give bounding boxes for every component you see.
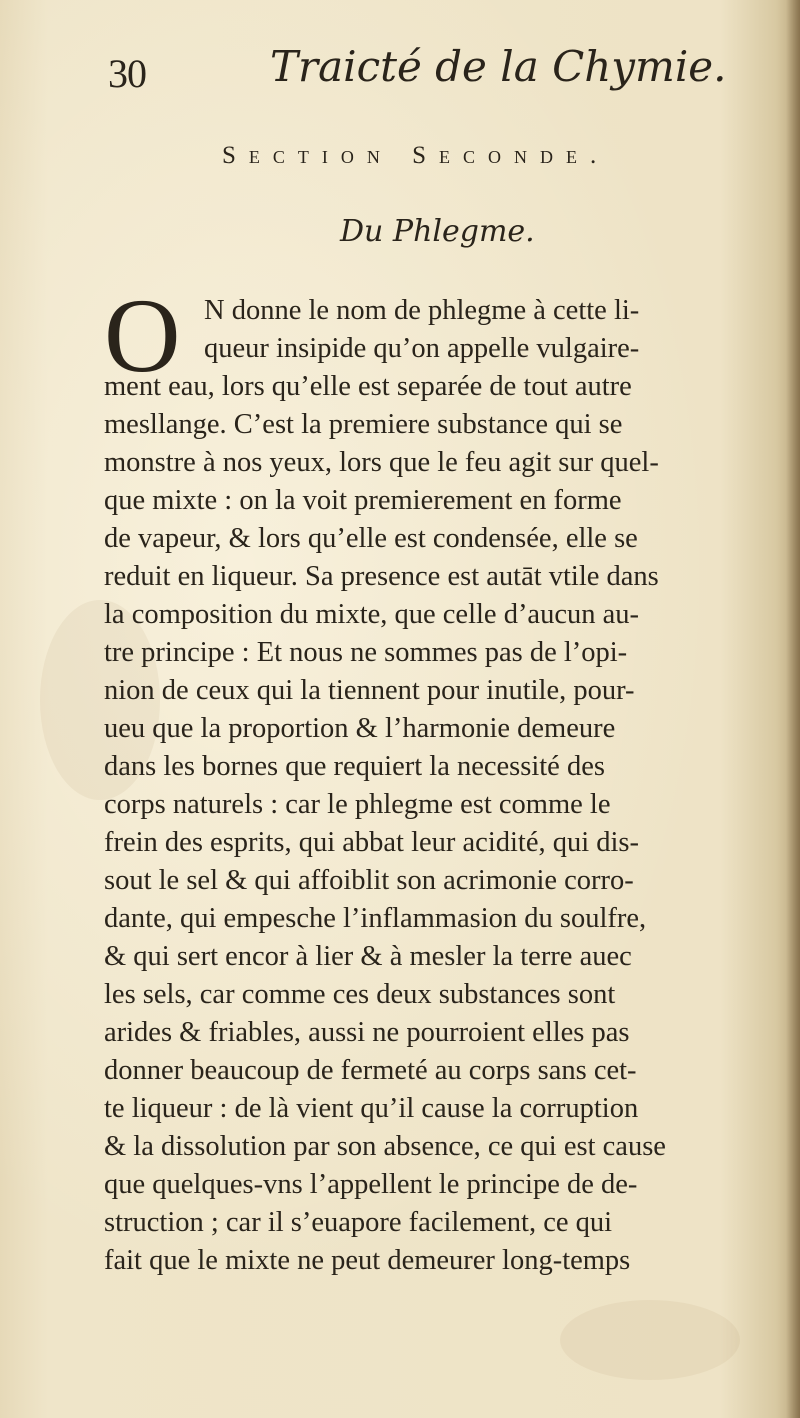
text-line: & la dissolution par son absence, ce qui est cause	[104, 1131, 666, 1162]
text-line: & qui sert encor à lier & à mesler la terre auec	[104, 941, 632, 972]
text-line: les sels, car comme ces deux substances sont	[104, 979, 616, 1010]
text-line: monstre à nos yeux, lors que le feu agit sur quel-	[104, 447, 659, 478]
text-line: que quelques-vns l’appellent le principe de de-	[104, 1169, 638, 1200]
running-title: Traicté de la Chymie.	[270, 42, 727, 91]
text-line: la composition du mixte, que celle d’aucun au-	[104, 599, 640, 630]
text-line: queur insipide qu’on appelle vulgaire-	[204, 333, 640, 364]
drop-cap: O	[104, 277, 181, 394]
text-line: N donne le nom de phlegme à cette li-	[204, 295, 640, 326]
text-line: ueu que la proportion & l’harmonie demeure	[104, 713, 616, 744]
text-line: mesllange. C’est la premiere substance qui se	[104, 409, 623, 440]
text-line: struction ; car il s’euapore facilement, ce qui	[104, 1207, 613, 1238]
text-line: frein des esprits, qui abbat leur acidité, qui dis-	[104, 827, 640, 858]
text-line: sout le sel & qui affoiblit son acrimonie corro-	[104, 865, 634, 896]
text-line: que mixte : on la voit premierement en forme	[104, 485, 622, 516]
text-line: corps naturels : car le phlegme est comme le	[104, 789, 611, 820]
page-number: 30	[108, 51, 146, 96]
text-line: reduit en liqueur. Sa presence est autāt vtile dans	[104, 561, 659, 592]
text-line: te liqueur : de là vient qu’il cause la corruption	[104, 1093, 639, 1124]
text-line: tre principe : Et nous ne sommes pas de l’opi-	[104, 637, 628, 668]
gutter-shadow	[786, 0, 800, 1418]
text-line: donner beaucoup de fermeté au corps sans cet-	[104, 1055, 637, 1086]
text-line: ment eau, lors qu’elle est separée de tout autre	[104, 371, 632, 402]
subheading: Du Phlegme.	[340, 214, 535, 249]
section-heading: Section Seconde.	[222, 142, 610, 169]
text-line: nion de ceux qui la tiennent pour inutile, pour-	[104, 675, 635, 706]
page-header	[108, 42, 727, 102]
text-line: dans les bornes que requiert la necessité des	[104, 751, 605, 782]
text-line: arides & friables, aussi ne pourroient elles pas	[104, 1017, 630, 1048]
text-line: fait que le mixte ne peut demeurer long-temps	[104, 1245, 631, 1276]
text-line: de vapeur, & lors qu’elle est condensée, elle se	[104, 523, 638, 554]
text-line: dante, qui empesche l’inflammasion du soulfre,	[104, 903, 647, 934]
paper-stain	[560, 1300, 740, 1380]
